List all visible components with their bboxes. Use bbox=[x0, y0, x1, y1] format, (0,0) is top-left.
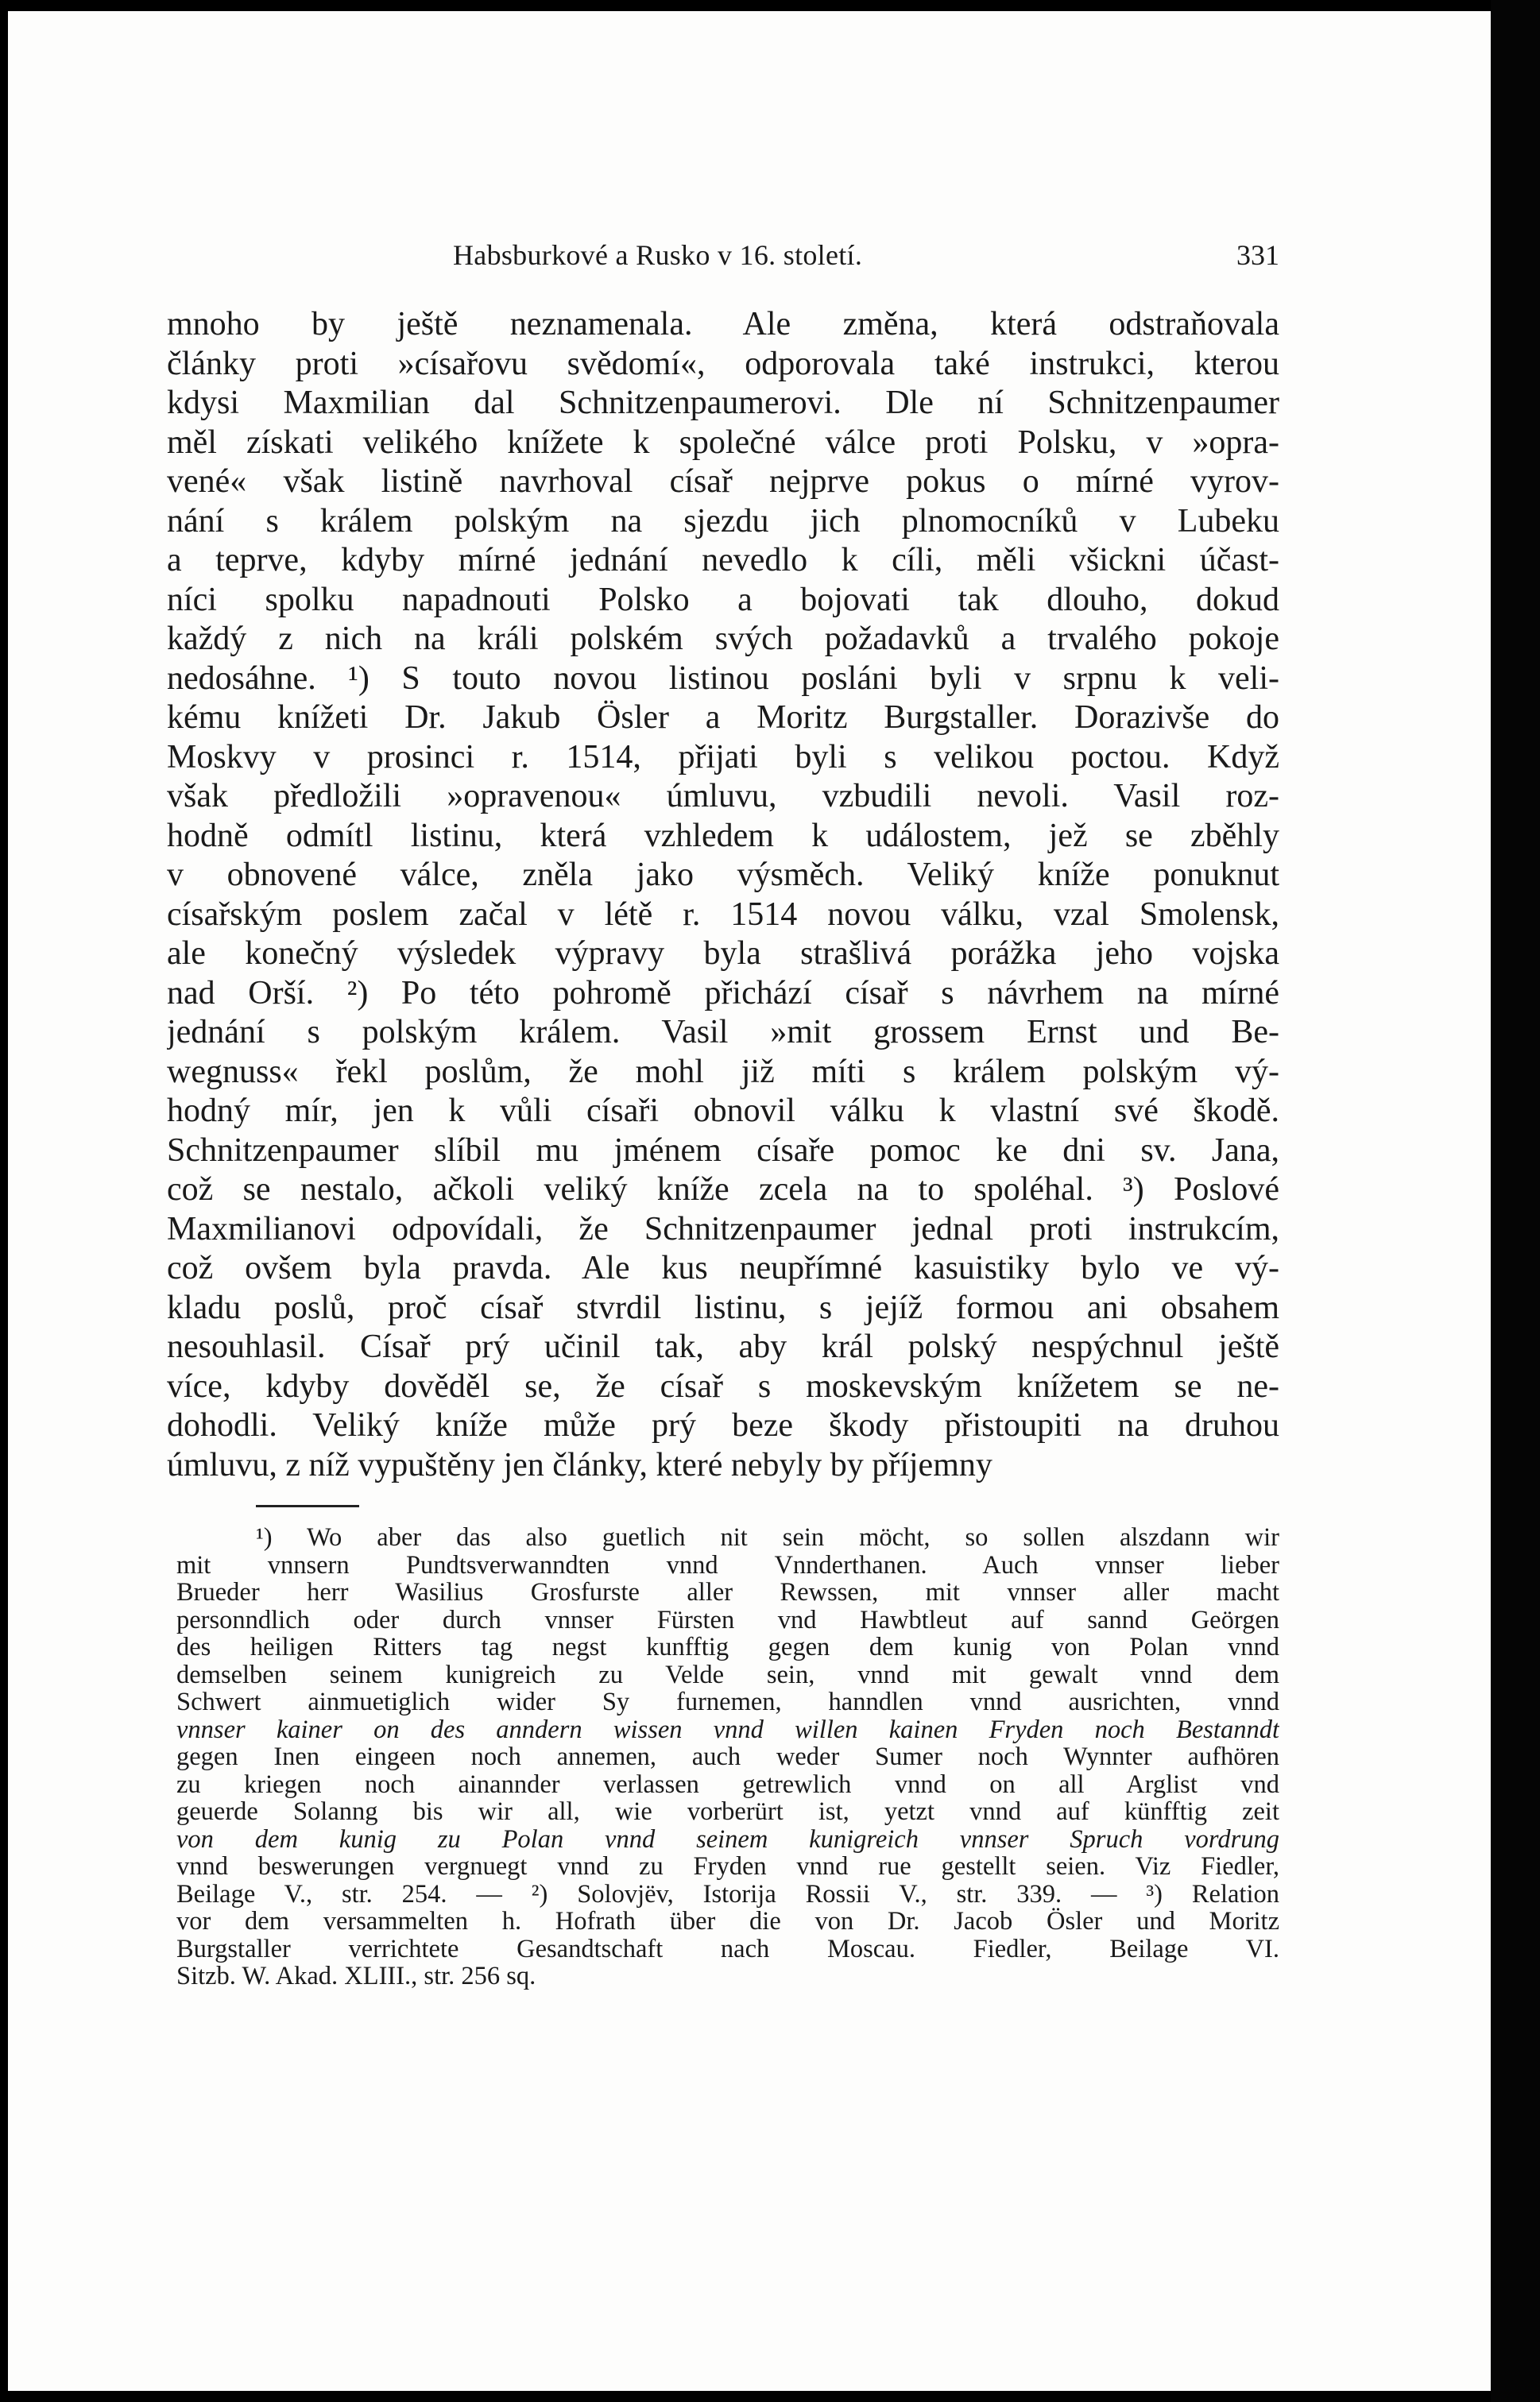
footnotes bbox=[176, 1524, 1279, 1990]
footnote-line: vnnd beswerungen vergnuegt vnnd zu Fryden vnnd rue gestellt seien. Viz Fiedler, bbox=[176, 1853, 1279, 1881]
text-line: wegnuss« řekl poslům, že mohl již míti s králem polským vý- bbox=[167, 1053, 1279, 1090]
text-line: nad Orší. ²) Po této pohromě přichází císař s návrhem na mírné bbox=[167, 974, 1279, 1011]
text-line: nedosáhne. ¹) S touto novou listinou posláni byli v srpnu k veli- bbox=[167, 659, 1279, 697]
text-line: kdysi Maxmilian dal Schnitzenpaumerovi. Dle ní Schnitzenpaumer bbox=[167, 385, 1279, 421]
footnote-line: personndlich oder durch vnnser Fürsten vnd Hawbtleut auf sannd Geörgen bbox=[176, 1606, 1279, 1634]
footnote-line: des heiligen Ritters tag negst kunfftig gegen dem kunig von Polan vnnd bbox=[176, 1634, 1279, 1661]
footnote-separator bbox=[256, 1505, 359, 1507]
text-line: měl získati velikého knížete k společné válce proti Polsku, v »opra- bbox=[167, 424, 1279, 461]
text-line: kladu poslů, proč císař stvrdil listinu, s jejíž formou ani obsahem bbox=[167, 1289, 1279, 1326]
text-line: níci spolku napadnouti Polsko a bojovati tak dlouho, dokud bbox=[167, 581, 1279, 618]
text-line: úmluvu, z níž vypuštěny jen články, které nebyly by příjemny bbox=[167, 1446, 992, 1483]
footnote-line: zu kriegen noch ainannder verlassen getrewlich vnnd on all Arglist vnd bbox=[176, 1770, 1279, 1798]
footnote-line: Beilage V., str. 254. — ²) Solovjëv, Istorija Rossii V., str. 339. — ³) Relation bbox=[176, 1880, 1279, 1908]
text-line: však předložili »opravenou« úmluvu, vzbudili nevoli. Vasil roz- bbox=[167, 778, 1279, 814]
footnote-line: mit vnnsern Pundtsverwanndten vnnd Vnnderthanen. Auch vnnser lieber bbox=[176, 1551, 1279, 1579]
page-number: 331 bbox=[1236, 239, 1279, 271]
footnote-line: Sitzb. W. Akad. XLIII., str. 256 sq. bbox=[176, 1963, 536, 1990]
footnote-line: Brueder herr Wasilius Grosfurste aller Rewssen, mit vnnser aller macht bbox=[176, 1579, 1279, 1607]
text-line: mnoho by ještě neznamenala. Ale změna, která odstraňovala bbox=[167, 306, 1279, 342]
footnote-line: Schwert ainmuetiglich wider Sy furnemen, hanndlen vnnd ausrichten, vnnd bbox=[176, 1688, 1279, 1716]
text-line: jednání s polským králem. Vasil »mit grossem Ernst und Be- bbox=[167, 1014, 1279, 1050]
text-line: a teprve, kdyby mírné jednání nevedlo k cíli, měli všickni účast- bbox=[167, 542, 1279, 578]
text-line: Maxmilianovi odpovídali, že Schnitzenpaumer jednal proti instrukcím, bbox=[167, 1210, 1279, 1247]
text-line: dohodli. Veliký kníže může prý beze škody přistoupiti na druhou bbox=[167, 1407, 1279, 1444]
footnote-line: vor dem versammelten h. Hofrath über die von Dr. Jacob Ösler und Moritz bbox=[176, 1908, 1279, 1936]
text-line: Moskvy v prosinci r. 1514, přijati byli s velikou poctou. Když bbox=[167, 738, 1279, 776]
footnote-line: ¹) Wo aber das also guetlich nit sein möcht, so sollen alszdann wir bbox=[256, 1524, 1279, 1552]
footnote-line: von dem kunig zu Polan vnnd seinem kunigreich vnnser Spruch vordrung bbox=[176, 1825, 1279, 1853]
scan-edge-shadow bbox=[1491, 0, 1540, 2402]
text-line: ale konečný výsledek výpravy byla strašlivá porážka jeho vojska bbox=[167, 935, 1279, 972]
text-line: hodně odmítl listinu, která vzhledem k událostem, jež se zběhly bbox=[167, 817, 1279, 854]
text-line: kému knížeti Dr. Jakub Ösler a Moritz Burgstaller. Dorazivše do bbox=[167, 699, 1279, 736]
footnote-line: demselben seinem kunigreich zu Velde sein, vnnd mit gewalt vnnd dem bbox=[176, 1661, 1279, 1688]
text-line: články proti »císařovu svědomí«, odporovala také instrukci, kterou bbox=[167, 345, 1279, 382]
text-line: Schnitzenpaumer slíbil mu jménem císaře pomoc ke dni sv. Jana, bbox=[167, 1131, 1279, 1169]
text-line: v obnovené válce, zněla jako výsměch. Veliký kníže ponuknut bbox=[167, 857, 1279, 893]
text-line: císařským poslem začal v létě r. 1514 novou válku, vzal Smolensk, bbox=[167, 895, 1279, 933]
text-line: každý z nich na králi polském svých požadavků a trvalého pokoje bbox=[167, 621, 1279, 657]
running-title: Habsburkové a Rusko v 16. století. bbox=[453, 239, 863, 271]
text-line: nesouhlasil. Císař prý učinil tak, aby král polský nespýchnul ještě bbox=[167, 1329, 1279, 1365]
text-line: více, kdyby dověděl se, že císař s moskevským knížetem se ne- bbox=[167, 1367, 1279, 1405]
footnote-line: gegen Inen eingeen noch annemen, auch weder Sumer noch Wynnter aufhören bbox=[176, 1743, 1279, 1771]
main-text bbox=[167, 305, 1279, 1485]
footnote-line: geuerde Solanng bis wir all, wie vorberürt ist, yetzt vnnd auf künfftig zeit bbox=[176, 1798, 1279, 1826]
text-line: vené« však listině navrhoval císař nejprve pokus o mírné vyrov- bbox=[167, 463, 1279, 500]
text-line: hodný mír, jen k vůli císaři obnovil válku k vlastní své škodě. bbox=[167, 1093, 1279, 1129]
text-line: nání s králem polským na sjezdu jich plnomocníků v Lubeku bbox=[167, 502, 1279, 540]
running-header bbox=[453, 235, 1279, 275]
text-line: což se nestalo, ačkoli veliký kníže zcela na to spoléhal. ³) Poslové bbox=[167, 1171, 1279, 1208]
footnote-line: Burgstaller verrichtete Gesandtschaft nach Moscau. Fiedler, Beilage VI. bbox=[176, 1935, 1279, 1963]
footnote-line: vnnser kainer on des anndern wissen vnnd willen kainen Fryden noch Bestanndt bbox=[176, 1715, 1279, 1743]
text-line: což ovšem byla pravda. Ale kus neupřímné kasuistiky bylo ve vý- bbox=[167, 1250, 1279, 1286]
